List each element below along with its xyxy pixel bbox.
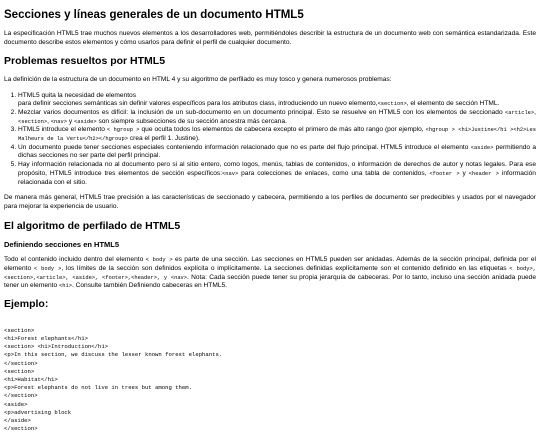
problems-heading: Problemas resueltos por HTML5	[4, 55, 166, 68]
intro-paragraph: La especificación HTML5 trae muchos nuevos elementos a los desarrolladores web, permitiéndoles describir la estructura de un documento web con semántica estandarizada. Este documento describe estos elementos y cómo usarlos para definir el perfil de cualquier documento.	[4, 29, 536, 46]
problems-closing: De manera más general, HTML5 trae precisión a las características de seccionado y cabecera, permitiendo a los perfiles de documento ser predecibles y usados por el navegador para mejorar la experiencia de usuario.	[4, 194, 536, 210]
list-item: 5. Hay información relacionada no al documento pero si al sitio entero, como logos, menús, tablas de contenidos, o información de derechos de autor y notas legales. Para ese propósito, HTML5 introduce tres elementos de sección específicos:<nav> para colecciones de enlaces, como una tabla de contenidos, <footer > y <header > información relacionada con el sitio.	[18, 161, 536, 187]
code-line: <h1>Forest elephants</h1>	[4, 334, 88, 342]
code-line: </aside>	[4, 417, 31, 425]
code-line: <section>	[4, 326, 35, 334]
page-title: Secciones y líneas generales de un documento HTML5	[4, 9, 304, 21]
code-line: <aside>	[4, 400, 28, 408]
code-line: <p>Forest elephants do not live in trees but among them.	[4, 384, 192, 392]
code-line: <p>In this section, we discuss the lesser known forest elephants.	[4, 351, 223, 359]
code-line: </section>	[4, 425, 38, 433]
list-item: 1. HTML5 quita la necesidad de elementos para definir secciones semánticas sin definir valores específicos para los atributos class, introduciendo un nuevo elemento,<section>, el elemento de sección HTML.	[18, 92, 536, 109]
example-heading: Ejemplo:	[4, 298, 49, 311]
problems-list	[4, 92, 536, 188]
code-line: <h1>Habitat</h1>	[4, 375, 58, 383]
code-example	[4, 327, 536, 433]
list-item: 2. Mezclar varios documentos es difícil: la inclusión de un sub-documento en un documento principal. Esto se resuelve en HTML5 con los elementos de seccionado <article>, <section>, <nav> y <aside> son siempre subsecciones de su sección ancestra más cercana.	[18, 109, 536, 126]
code-line: </section>	[4, 392, 38, 400]
code-line: </section>	[4, 359, 38, 367]
list-item: 4. Un documento puede tener secciones especiales conteniendo información relacionado que no es parte del flujo principal. HTML5 introduce el elemento <aside> permitiendo a dichas secciones no ser parte del perfil principal.	[18, 144, 536, 161]
code-line: <section> <h1>Introduction</h1>	[4, 343, 109, 351]
problems-intro: La definición de la estructura de un documento en HTML 4 y su algoritmo de perfilado es muy tosco y genera numerosos problemas:	[4, 75, 392, 83]
list-item: 3. HTML5 introduce el elemento < hgroup > que oculta todos los elementos de cabecera excepto el primero de más alto rango (por ejemplo, <hgroup > <h1>Justine</h1 ><h2>Les Malheurs de la Vertu</h2></hgroup> crea el perfil 1. Justine).	[18, 126, 536, 143]
sections-subheading: Definiendo secciones en HTML5	[4, 240, 120, 250]
code-line: <p>advertising block	[4, 408, 72, 416]
sections-paragraph: Todo el contenido incluido dentro del elemento < body > es parte de una sección. Las secciones en HTML5 pueden ser anidadas. Además de la sección principal, definida por el elemento < body >, los límites de la sección son definidos explícita o implícitamente. La secciones definidas explícitamente son el contenido definido en las etiquetas < body>,<section>,<article>, <aside>, <footer>,<header>, y <nav>. Nota: Cada sección puede tener su propia jerarquía de cabeceras. Por lo tanto, incluso una sección anidada puede tener un elemento <h1>. Consulte también Definiendo cabeceras en HTML5.	[4, 256, 536, 290]
code-line: <section>	[4, 367, 35, 375]
algorithm-heading: El algoritmo de perfilado de HTML5	[4, 219, 181, 232]
